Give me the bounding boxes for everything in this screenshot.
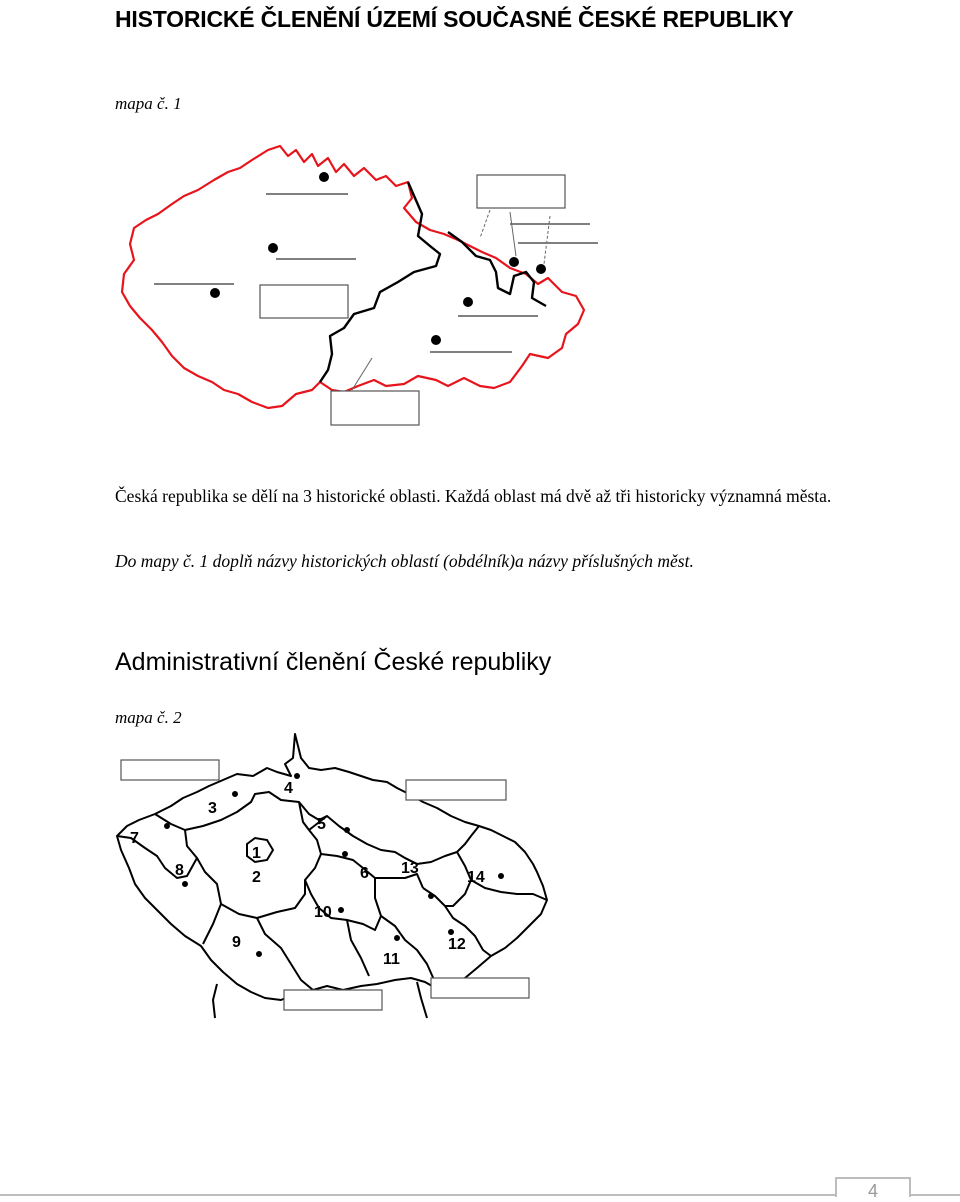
region-number: 8 <box>175 862 184 879</box>
city-dot <box>536 264 546 274</box>
section-title: Administrativní členění České republiky <box>115 648 552 676</box>
region-number: 7 <box>130 830 139 847</box>
page-number-box <box>835 1177 911 1201</box>
region-answer-box <box>331 391 419 425</box>
city-dot <box>319 172 329 182</box>
bohemia-moravia-divider <box>320 182 440 382</box>
city-dot <box>431 335 441 345</box>
capital-dot <box>342 851 348 857</box>
region-number: 14 <box>467 869 485 886</box>
capital-dot <box>428 893 434 899</box>
capital-dot <box>338 907 344 913</box>
region-number: 1 <box>252 845 261 862</box>
city-dot <box>210 288 220 298</box>
region-number: 6 <box>360 865 369 882</box>
capital-dot <box>394 935 400 941</box>
map1-caption: mapa č. 1 <box>115 94 182 113</box>
region-number: 13 <box>401 860 419 877</box>
intro-paragraph: Česká republika se dělí na 3 historické oblasti. Každá oblast má dvě až tři historicky významná města. <box>115 486 832 506</box>
region-number: 12 <box>448 936 466 953</box>
map2-caption: mapa č. 2 <box>115 708 182 727</box>
administrative-regions-map <box>105 728 560 1038</box>
capital-dot <box>164 823 170 829</box>
city-dot <box>268 243 278 253</box>
answer-box <box>284 990 382 1010</box>
capital-dot <box>344 827 350 833</box>
page-title: HISTORICKÉ ČLENĚNÍ ÚZEMÍ SOUČASNÉ ČESKÉ REPUBLIKY <box>115 6 794 32</box>
city-dot <box>509 257 519 267</box>
answer-box <box>121 760 219 780</box>
answer-box <box>431 978 529 998</box>
capital-dot <box>448 929 454 935</box>
pointer-line <box>510 212 516 256</box>
capital-dot <box>498 873 504 879</box>
capital-dot <box>232 791 238 797</box>
footer-line <box>0 1194 960 1196</box>
pointer-line <box>544 216 550 264</box>
region-number: 10 <box>314 904 332 921</box>
pointer-line <box>480 210 490 238</box>
region-answer-box <box>260 285 348 318</box>
page-number: 4 <box>867 1181 878 1201</box>
region-number: 2 <box>252 869 261 886</box>
historical-regions-map <box>118 132 608 432</box>
region-number: 3 <box>208 800 217 817</box>
region-number: 9 <box>232 934 241 951</box>
region-answer-box <box>477 175 565 208</box>
task-paragraph: Do mapy č. 1 doplň názvy historických oblastí (obdélník)a názvy příslušných měst. <box>115 551 694 571</box>
answer-box <box>406 780 506 800</box>
region-number: 11 <box>383 951 400 968</box>
region-number: 5 <box>317 816 326 833</box>
capital-dot <box>256 951 262 957</box>
city-dot <box>463 297 473 307</box>
capital-dot <box>182 881 188 887</box>
capital-dot <box>294 773 300 779</box>
region-number: 4 <box>284 780 293 797</box>
